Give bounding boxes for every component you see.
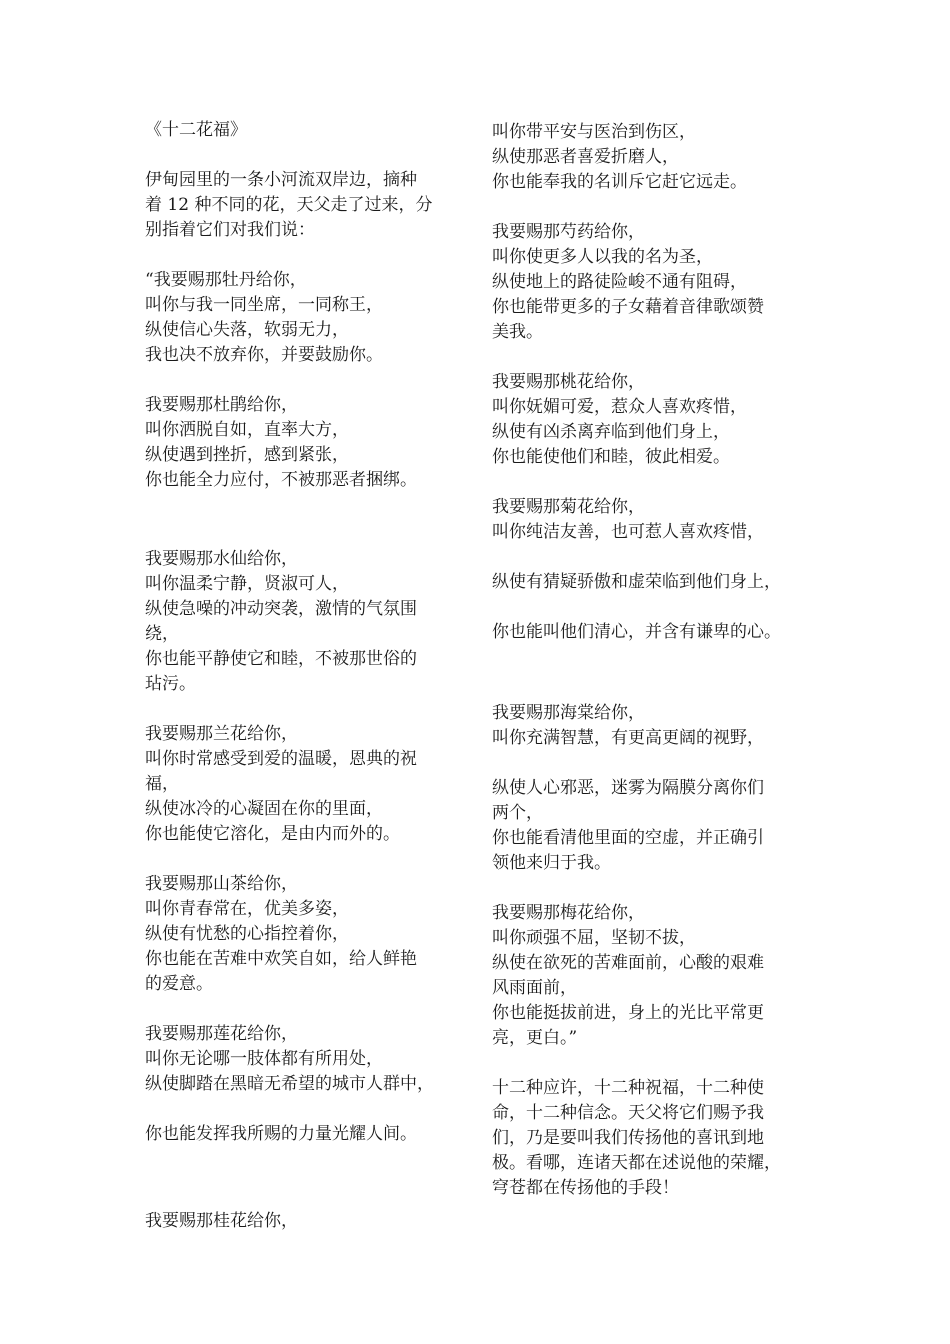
- stanza-azalea: [145, 393, 480, 493]
- stanza-begonia: [492, 701, 827, 876]
- stanza-orchid: [145, 722, 480, 847]
- stanza-line: 玷污。: [145, 674, 196, 694]
- stanza-line: 你也能发挥我所赐的力量光耀人间。: [145, 1124, 417, 1144]
- stanza-narcissus: [145, 547, 480, 697]
- conclusion-line: 们，乃是要叫我们传扬他的喜讯到地: [492, 1128, 764, 1148]
- stanza-line: 叫你洒脱自如，直率大方，: [145, 420, 349, 440]
- stanza-line: 纵使人心邪恶，迷雾为隔膜分离你们: [492, 778, 764, 798]
- right-column: [492, 120, 827, 1201]
- stanza-line: 你也能叫他们清心，并含有谦卑的心。: [492, 622, 781, 642]
- stanza-line: 纵使急噪的冲动突袭，激情的气氛围: [145, 599, 417, 619]
- conclusion-line: 穹苍都在传扬他的手段！: [492, 1178, 679, 1198]
- stanza-line: 我也决不放弃你，并要鼓励你。: [145, 345, 383, 365]
- stanza-line: 领他来归于我。: [492, 853, 611, 873]
- intro-line: 别指着它们对我们说：: [145, 220, 315, 240]
- stanza-line: 风雨面前，: [492, 978, 577, 998]
- left-column: [145, 118, 480, 1234]
- stanza-line: 我要赐那山茶给你，: [145, 874, 298, 894]
- stanza-line: 我要赐那菊花给你，: [492, 497, 645, 517]
- stanza-line: 亮，更白。”: [492, 1028, 578, 1048]
- conclusion-line: 命，十二种信念。天父将它们赐予我: [492, 1103, 764, 1123]
- stanza-osmanthus-first-line: 我要赐那桂花给你，: [145, 1211, 298, 1231]
- stanza-line: 我要赐那杜鹃给你，: [145, 395, 298, 415]
- stanza-line: 纵使遇到挫折，感到紧张，: [145, 445, 349, 465]
- stanza-peony: [145, 268, 480, 368]
- stanza-line: 叫你带平安与医治到伤区，: [492, 122, 696, 142]
- stanza-line: 两个，: [492, 803, 543, 823]
- stanza-line: 叫你无论哪一肢体都有所用处，: [145, 1049, 383, 1069]
- stanza-line: 纵使有忧愁的心指控着你，: [145, 924, 349, 944]
- stanza-chrysanthemum: [492, 495, 827, 645]
- stanza-plum: [492, 901, 827, 1051]
- stanza-line: 叫你与我一同坐席，一同称王，: [145, 295, 383, 315]
- stanza-line: 我要赐那芍药给你，: [492, 222, 645, 242]
- stanza-line: 叫你充满智慧，有更高更阔的视野，: [492, 728, 764, 748]
- conclusion-paragraph: [492, 1076, 827, 1201]
- stanza-line: 你也能带更多的子女藉着音律歌颂赞: [492, 297, 764, 317]
- stanza-line: 叫你妩媚可爱，惹众人喜欢疼惜，: [492, 397, 747, 417]
- intro-line: 伊甸园里的一条小河流双岸边，摘种: [145, 170, 417, 190]
- stanza-line: 叫你时常感受到爱的温暖，恩典的祝: [145, 749, 417, 769]
- stanza-line: 我要赐那水仙给你，: [145, 549, 298, 569]
- stanza-line: 你也能奉我的名训斥它赶它远走。: [492, 172, 747, 192]
- stanza-line: 叫你青春常在，优美多姿，: [145, 899, 349, 919]
- stanza-line: 纵使有猜疑骄傲和虚荣临到他们身上，: [492, 572, 781, 592]
- stanza-line: 纵使在欲死的苦难面前，心酸的艰难: [492, 953, 764, 973]
- stanza-peach: [492, 370, 827, 470]
- conclusion-line: 极。看哪，连诸天都在述说他的荣耀，: [492, 1153, 781, 1173]
- stanza-line: 纵使冰冷的心凝固在你的里面，: [145, 799, 383, 819]
- stanza-line: 我要赐那莲花给你，: [145, 1024, 298, 1044]
- stanza-line: 你也能全力应付，不被那恶者捆绑。: [145, 470, 417, 490]
- conclusion-line: 十二种应许，十二种祝福，十二种使: [492, 1078, 764, 1098]
- intro-line: 着 12 种不同的花，天父走了过来，分: [145, 195, 433, 215]
- stanza-peony-herb: [492, 220, 827, 345]
- stanza-line: 的爱意。: [145, 974, 213, 994]
- stanza-line: 绕，: [145, 624, 179, 644]
- stanza-line: 叫你温柔宁静，贤淑可人，: [145, 574, 349, 594]
- stanza-osmanthus-continued: [492, 120, 827, 195]
- stanza-line: 我要赐那海棠给你，: [492, 703, 645, 723]
- stanza-line: 纵使有凶杀离弃临到他们身上，: [492, 422, 730, 442]
- stanza-line: 你也能平静使它和睦，不被那世俗的: [145, 649, 417, 669]
- stanza-lotus: [145, 1022, 480, 1147]
- stanza-camellia: [145, 872, 480, 997]
- stanza-line: 我要赐那桃花给你，: [492, 372, 645, 392]
- stanza-line: 纵使信心失落，软弱无力，: [145, 320, 349, 340]
- stanza-line: 你也能使他们和睦，彼此相爱。: [492, 447, 730, 467]
- stanza-line: 叫你纯洁友善，也可惹人喜欢疼惜，: [492, 522, 764, 542]
- stanza-line: 叫你使更多人以我的名为圣，: [492, 247, 713, 267]
- stanza-line: 纵使地上的路徒险峻不通有阻碍，: [492, 272, 747, 292]
- stanza-line: 纵使那恶者喜爱折磨人，: [492, 147, 679, 167]
- stanza-line: 叫你顽强不屈，坚韧不拔，: [492, 928, 696, 948]
- stanza-line: 你也能挺拔前进，身上的光比平常更: [492, 1003, 764, 1023]
- poem-title: 《十二花福》: [145, 120, 247, 140]
- stanza-line: 美我。: [492, 322, 543, 342]
- stanza-line: 你也能使它溶化，是由内而外的。: [145, 824, 400, 844]
- stanza-line: 福，: [145, 774, 179, 794]
- intro-paragraph: [145, 168, 480, 243]
- stanza-line: 纵使脚踏在黑暗无希望的城市人群中，: [145, 1074, 434, 1094]
- stanza-line: 你也能在苦难中欢笑自如，给人鲜艳: [145, 949, 417, 969]
- stanza-line: 你也能看清他里面的空虚，并正确引: [492, 828, 764, 848]
- stanza-line: 我要赐那兰花给你，: [145, 724, 298, 744]
- stanza-line: 我要赐那梅花给你，: [492, 903, 645, 923]
- stanza-line: “我要赐那牡丹给你，: [145, 270, 307, 290]
